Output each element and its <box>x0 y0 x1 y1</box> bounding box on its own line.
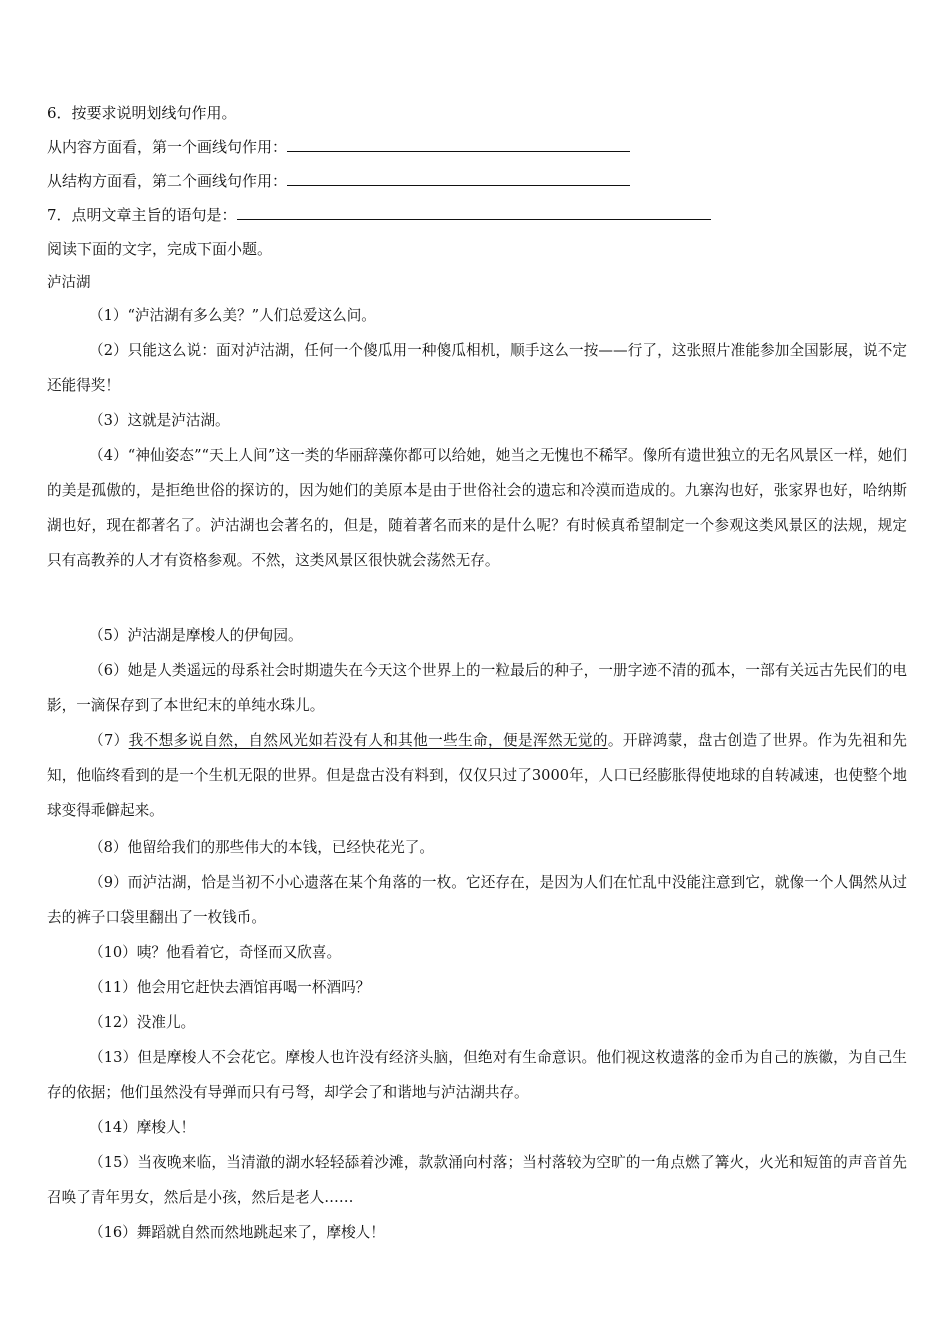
article-title: 泸沽湖 <box>47 275 91 291</box>
paragraph-12: （12）没准儿。 <box>89 1014 196 1031</box>
paragraph-10: （10）咦？他看着它，奇怪而又欣喜。 <box>89 944 342 961</box>
paragraph-6: （6）她是人类遥远的母系社会时期遗失在今天这个世界上的一粒最后的种子，一册字迹不清的孤本，一部有关远古先民们的电影，一滴保存到了本世纪末的单纯水珠儿。 <box>47 662 907 714</box>
paragraph-9: （9）而泸沽湖，恰是当初不小心遗落在某个角落的一枚。它还存在，是因为人们在忙乱中没能注意到它，就像一个人偶然从过去的裤子口袋里翻出了一枚钱币。 <box>47 874 907 926</box>
paragraph-7-number: （7） <box>89 732 129 749</box>
paragraph-13: （13）但是摩梭人不会花它。摩梭人也许没有经济头脑，但绝对有生命意识。他们视这枚遗落的金币为自己的族徽，为自己生存的依据；他们虽然没有导弹而只有弓弩，却学会了和谐地与泸沽湖共存。 <box>47 1049 907 1101</box>
question-6b-label: 从结构方面看，第二个画线句作用： <box>47 172 288 190</box>
paragraph-14: （14）摩梭人！ <box>89 1119 196 1136</box>
paragraph-8: （8）他留给我们的那些伟大的本钱，已经快花光了。 <box>89 839 434 856</box>
paragraph-4: （4）“神仙姿态”“天上人间”这一类的华丽辞藻你都可以给她，她当之无愧也不稀罕。像所有遗世独立的无名风景区一样，她们的美是孤傲的，是拒绝世俗的探访的，因为她们的美原本是由于世俗社会的遗忘和冷漠而造成的。九寨沟也好，张家界也好，哈纳斯湖也好，现在都著名了。泸沽湖也会著名的，但是，随着著名而来的是什么呢？有时候真希望制定一个参观这类风景区的法规，规定只有高教养的人才有资格参观。不然，这类风景区很快就会荡然无存。 <box>47 447 907 569</box>
paragraph-2: （2）只能这么说：面对泸沽湖，任何一个傻瓜用一种傻瓜相机，顺手这么一按——行了，这张照片准能参加全国影展，说不定还能得奖！ <box>47 342 907 394</box>
paragraph-3: （3）这就是泸沽湖。 <box>89 412 230 429</box>
question-6a-label: 从内容方面看，第一个画线句作用： <box>47 138 288 156</box>
paragraph-16: （16）舞蹈就自然而然地跳起来了，摩梭人！ <box>89 1224 385 1241</box>
question-6-title: 6．按要求说明划线句作用。 <box>47 104 237 122</box>
paragraph-11: （11）他会用它赶快去酒馆再喝一杯酒吗？ <box>89 979 371 996</box>
answer-blank-7[interactable] <box>237 205 711 220</box>
answer-blank-6b[interactable] <box>287 171 630 186</box>
question-7 <box>47 205 711 225</box>
question-7-label: 7．点明文章主旨的语句是： <box>47 206 237 224</box>
question-6a <box>47 137 630 157</box>
paragraph-1: （1）“泸沽湖有多么美？”人们总爱这么问。 <box>89 307 376 324</box>
reading-instruction: 阅读下面的文字，完成下面小题。 <box>47 240 273 258</box>
paragraph-7-rest: 。开辟鸿蒙，盘古创造了世界。作为先祖和先知，他临终看到的是一个生机无限的世界。但是盘古没有料到，仅仅只过了3000年，人口已经膨胀得使地球的自转减速，也使整个地球变得乖僻起来。 <box>47 732 907 819</box>
answer-blank-6a[interactable] <box>287 137 630 152</box>
underlined-sentence: 我不想多说自然，自然风光如若没有人和其他一些生命，便是浑然无觉的 <box>128 732 608 749</box>
paragraph-5: （5）泸沽湖是摩梭人的伊甸园。 <box>89 627 303 644</box>
question-6b <box>47 171 630 191</box>
paragraph-15: （15）当夜晚来临，当清澈的湖水轻轻舔着沙滩，款款涌向村落；当村落较为空旷的一角点燃了篝火，火光和短笛的声音首先召唤了青年男女，然后是小孩，然后是老人…… <box>47 1154 907 1206</box>
paragraph-7 <box>47 723 907 828</box>
